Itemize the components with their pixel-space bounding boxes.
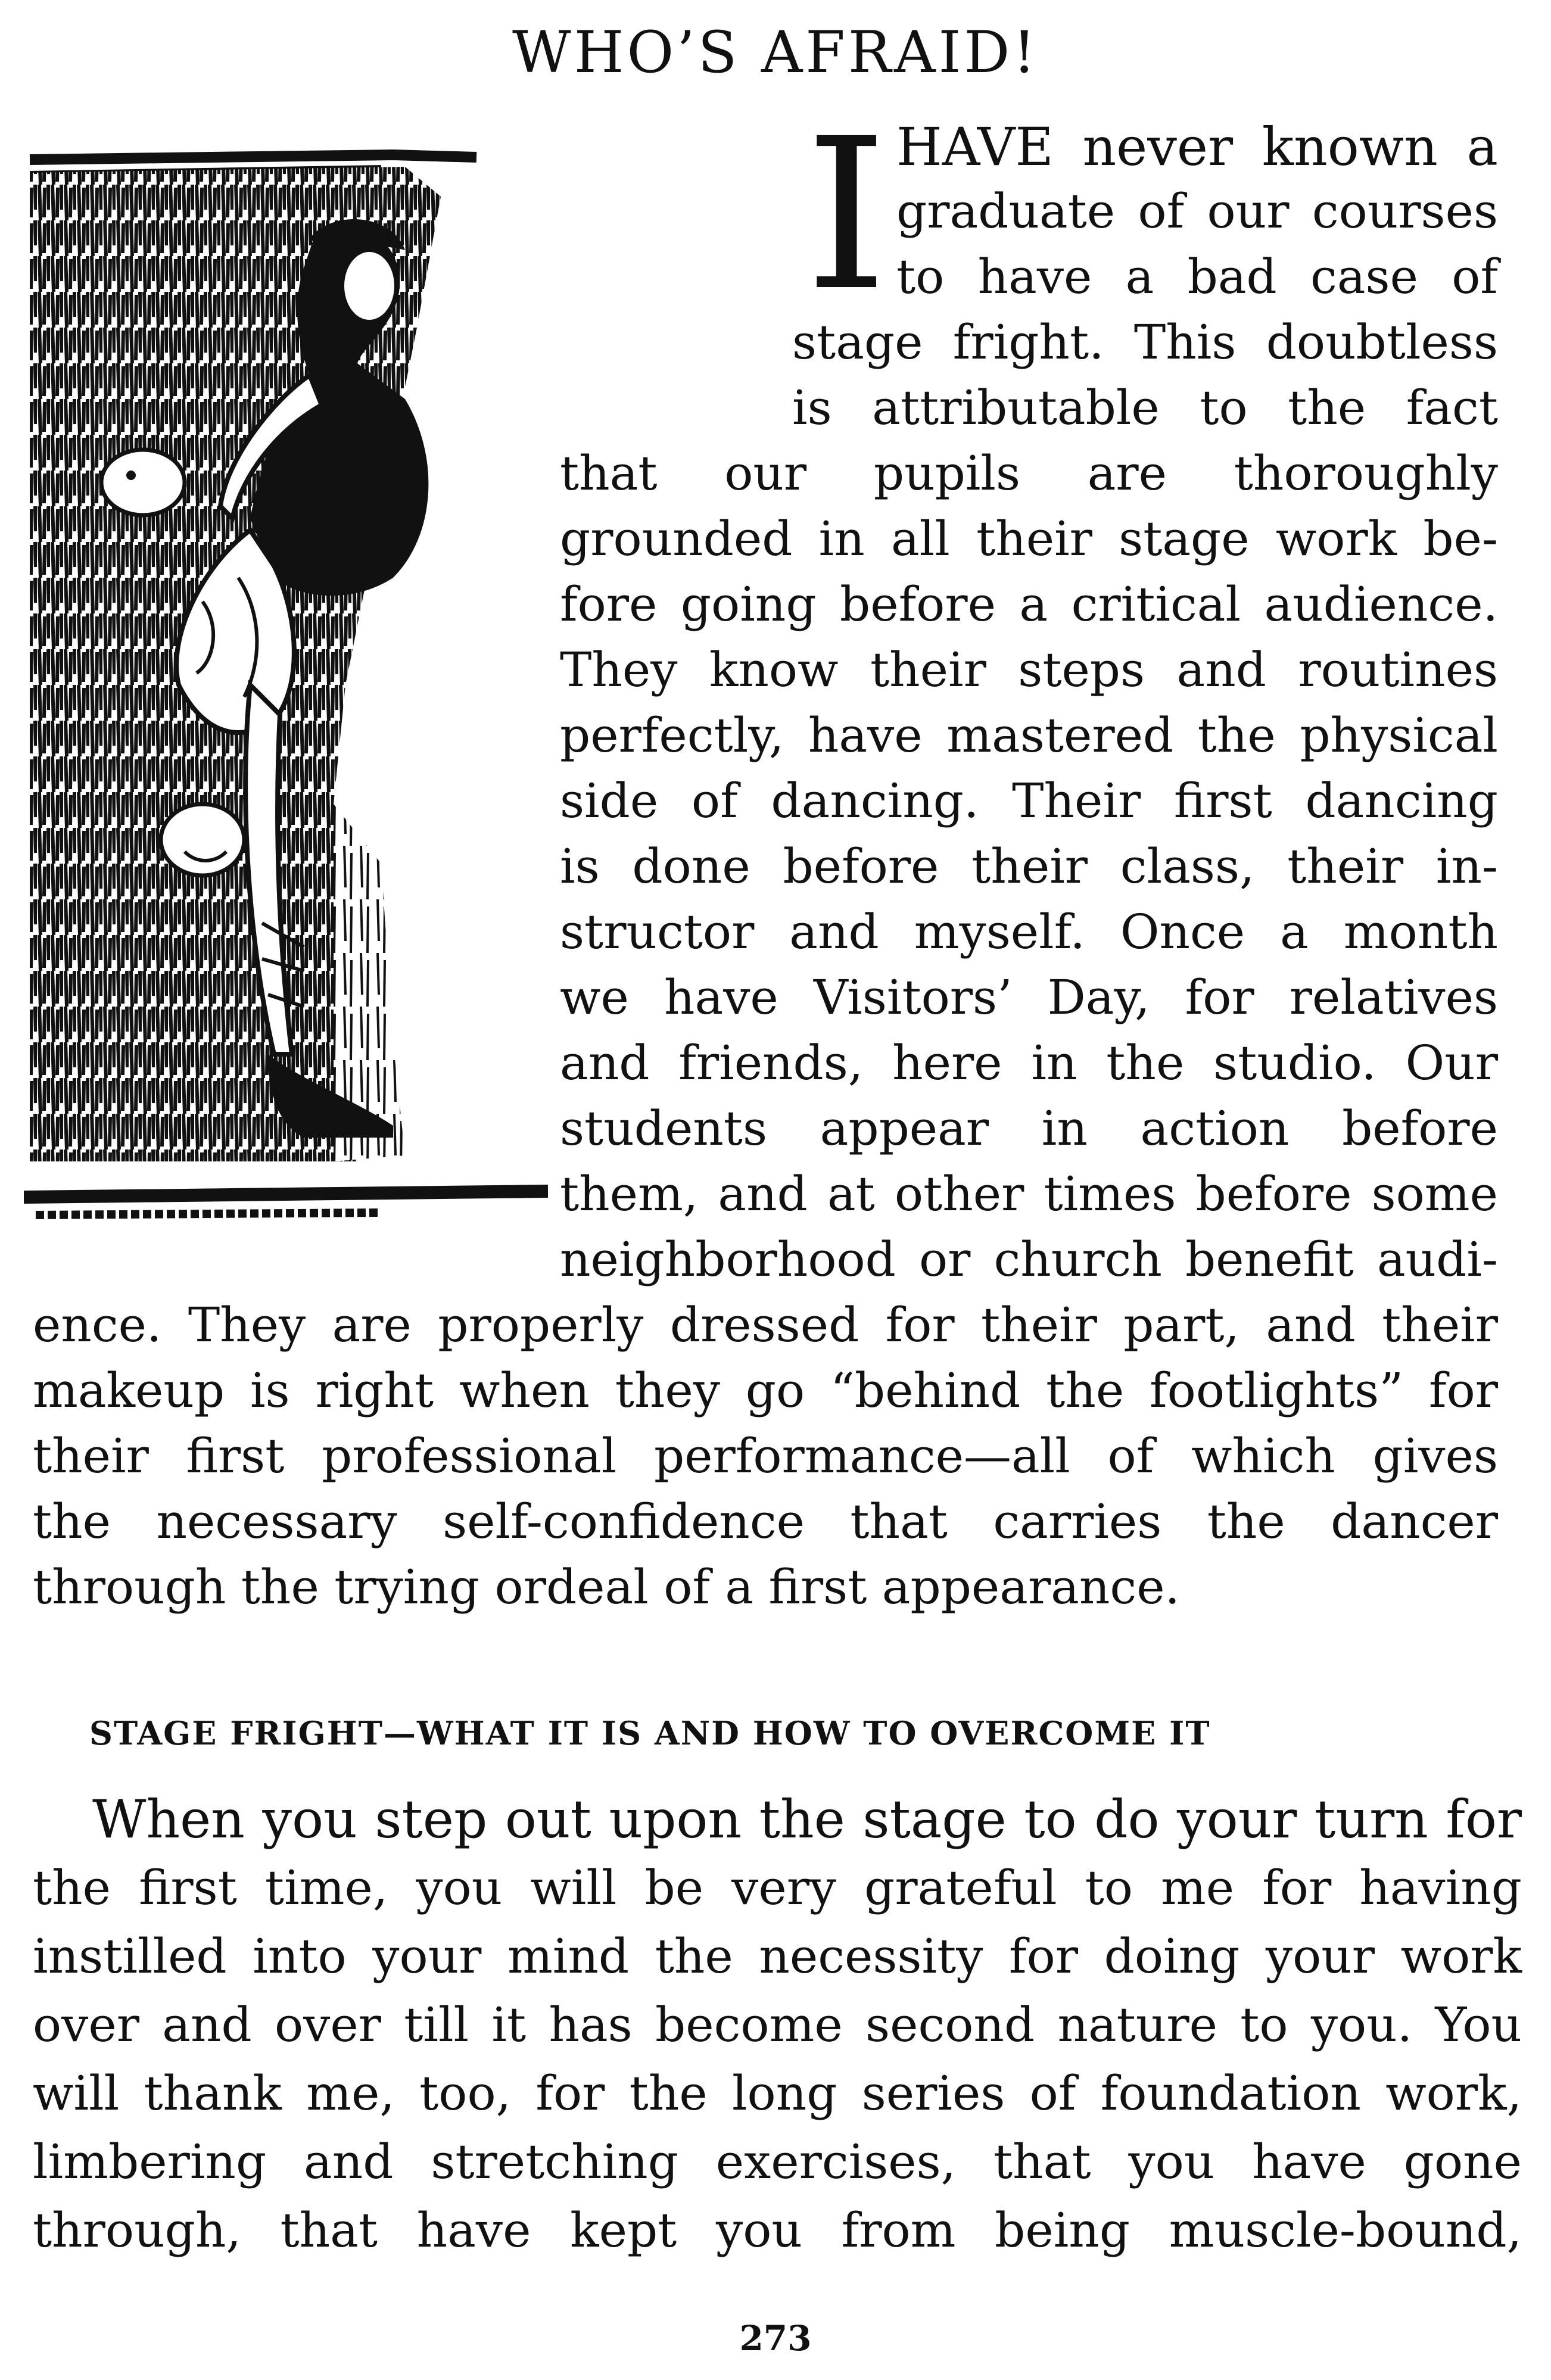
text-line: fore going before a critical audience.: [560, 577, 1498, 632]
section-subheading: STAGE FRIGHT—WHAT IT IS AND HOW TO OVERCOME IT: [89, 1714, 1211, 1752]
text-line: They know their steps and routines: [560, 642, 1498, 697]
text-line: limbering and stretching exercises, that you have gone: [33, 2134, 1522, 2189]
text-line: we have Visitors’ Day, for relatives: [560, 970, 1498, 1025]
text-line: that our pupils are thoroughly: [560, 446, 1498, 501]
text-line: instilled into your mind the necessity for doing your work: [33, 1929, 1522, 1984]
text-line: over and over till it has become second nature to you. You: [33, 1997, 1522, 2052]
page-number: 273: [739, 2318, 812, 2359]
text-line: is done before their class, their in-: [560, 839, 1498, 894]
text-line: students appear in action before: [560, 1101, 1498, 1156]
text-line: them, and at other times before some: [560, 1166, 1498, 1222]
text-line: HAVE never known a: [896, 116, 1498, 177]
text-line: perfectly, have mastered the physical: [560, 708, 1498, 763]
text-line: grounded in all their stage work be-: [560, 511, 1498, 566]
chapter-title: WHO’S AFRAID!: [512, 19, 1039, 86]
text-line: neighborhood or church benefit audi-: [560, 1232, 1498, 1287]
text-line: is attributable to the fact: [792, 380, 1498, 435]
text-line: their first professional performance—all of which gives: [33, 1428, 1498, 1484]
text-line: to have a bad case of: [896, 249, 1498, 304]
dancer-illustration: [24, 149, 548, 1221]
text-line: makeup is right when they go “behind the footlights” for: [33, 1363, 1498, 1418]
text-line: When you step out upon the stage to do your turn for: [92, 1789, 1522, 1850]
text-line: through, that have kept you from being muscle-bound,: [33, 2203, 1522, 2258]
text-line: and friends, here in the studio. Our: [560, 1035, 1498, 1091]
text-line: graduate of our courses: [896, 183, 1498, 239]
text-line: the first time, you will be very grateful to me for having: [33, 1860, 1522, 1915]
drop-cap: I: [805, 94, 888, 337]
text-line: stage fright. This doubtless: [792, 314, 1498, 370]
text-line: the necessary self-confidence that carries the dancer: [33, 1494, 1498, 1549]
text-line: structor and myself. Once a month: [560, 904, 1498, 960]
text-line: side of dancing. Their first dancing: [560, 773, 1498, 828]
text-line: ence. They are properly dressed for their part, and their: [33, 1297, 1498, 1353]
text-line: will thank me, too, for the long series of foundation work,: [33, 2066, 1522, 2121]
text-line: through the trying ordeal of a first appearance.: [33, 1559, 1180, 1615]
